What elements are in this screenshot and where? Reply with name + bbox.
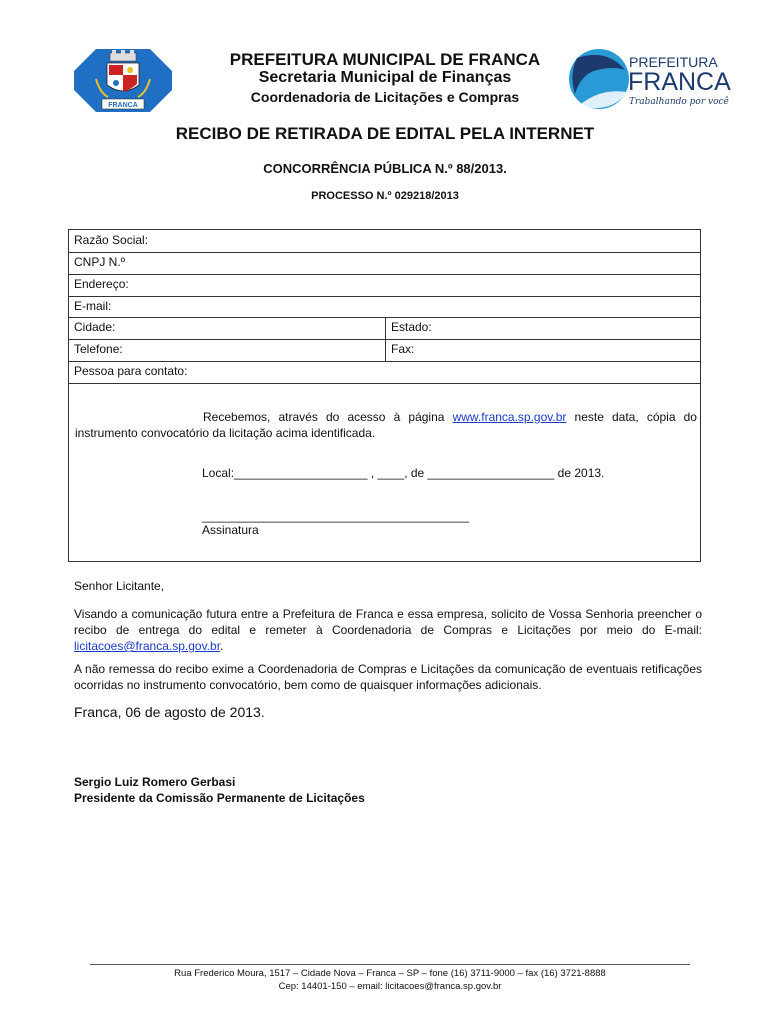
process-number: PROCESSO N.º 029218/2013 [311, 190, 459, 202]
label-endereco: Endereço: [74, 277, 129, 291]
form-row-email[interactable] [69, 296, 700, 318]
signature-label: Assinatura [202, 523, 259, 537]
header-secretaria: Secretaria Municipal de Finanças [258, 69, 512, 86]
receipt-statement [75, 409, 697, 441]
notice-paragraph: A não remessa do recibo exime a Coordenadoria de Compras e Licitações da comunicação de eventuais retificações ocorridas no instrumento convocatório, bem como de quaisquer informações adicionais. [74, 662, 702, 692]
footer-address: Rua Frederico Moura, 1517 – Cidade Nova – Franca – SP – fone (16) 3711-9000 – fax (16) 3721-8888 [174, 968, 606, 979]
document-title: RECIBO DE RETIRADA DE EDITAL PELA INTERNET [175, 124, 595, 143]
label-telefone: Telefone: [74, 342, 123, 356]
form-row-endereco[interactable] [69, 274, 700, 297]
signature-line[interactable]: ________________________________________ [202, 509, 469, 523]
form-row-cidade-estado[interactable] [69, 317, 700, 340]
label-cnpj: CNPJ N.º [74, 255, 126, 269]
logo-tagline: Trabalhando por você [629, 97, 729, 107]
franca-website-link[interactable]: www.franca.sp.gov.br [452, 410, 567, 424]
logo-prefeitura-text: PREFEITURA [629, 54, 718, 70]
label-email: E-mail: [74, 299, 112, 313]
label-fax: Fax: [391, 342, 415, 356]
city-crest-logo [74, 49, 172, 112]
instruction-end: . [220, 639, 224, 653]
form-row-razao-social[interactable] [69, 230, 700, 253]
form-row-telefone-fax[interactable] [69, 339, 700, 362]
signer-role: Presidente da Comissão Permanente de Licitações [74, 791, 365, 805]
signer-name: Sergio Luiz Romero Gerbasi [74, 775, 236, 789]
receipt-text-before: Recebemos, através do acesso à página [203, 410, 453, 424]
label-estado: Estado: [391, 320, 432, 334]
header-coordenadoria: Coordenadoria de Licitações e Compras [250, 89, 520, 105]
instruction-text: Visando a comunicação futura entre a Prefeitura de Franca e essa empresa, solicito de Vossa Senhoria preencher o recibo de entrega do edital e remeter à Coordenadoria de Compras e Licitações por meio do E-mail: [74, 607, 702, 637]
header-prefeitura: PREFEITURA MUNICIPAL DE FRANCA [229, 50, 541, 69]
form-row-pessoa-contato[interactable] [69, 361, 700, 384]
label-razao-social: Razão Social: [74, 233, 149, 247]
logo-franca-text: FRANCA [628, 68, 731, 96]
local-date-line[interactable]: Local:____________________ , ____, de ___________________ de 2013. [202, 466, 605, 480]
prefeitura-franca-logo [567, 48, 735, 110]
cell-divider [385, 317, 386, 339]
document-date: Franca, 06 de agosto de 2013. [74, 704, 265, 720]
crest-label: FRANCA [108, 102, 138, 109]
salutation: Senhor Licitante, [74, 579, 165, 593]
receipt-text-after: neste data, cópia do instrumento convocatório da licitação acima identificada. [75, 410, 697, 440]
label-pessoa-contato: Pessoa para contato: [74, 364, 188, 378]
email-link[interactable]: licitacoes@franca.sp.gov.br [74, 639, 221, 653]
instruction-paragraph [74, 606, 702, 654]
footer-divider [90, 964, 690, 965]
cell-divider [385, 339, 386, 361]
label-cidade: Cidade: [74, 320, 116, 334]
document-subtitle: CONCORRÊNCIA PÚBLICA N.º 88/2013. [263, 161, 507, 176]
form-row-cnpj[interactable] [69, 252, 700, 275]
footer-cep-email: Cep: 14401-150 – email: licitacoes@franca.sp.gov.br [278, 981, 502, 992]
